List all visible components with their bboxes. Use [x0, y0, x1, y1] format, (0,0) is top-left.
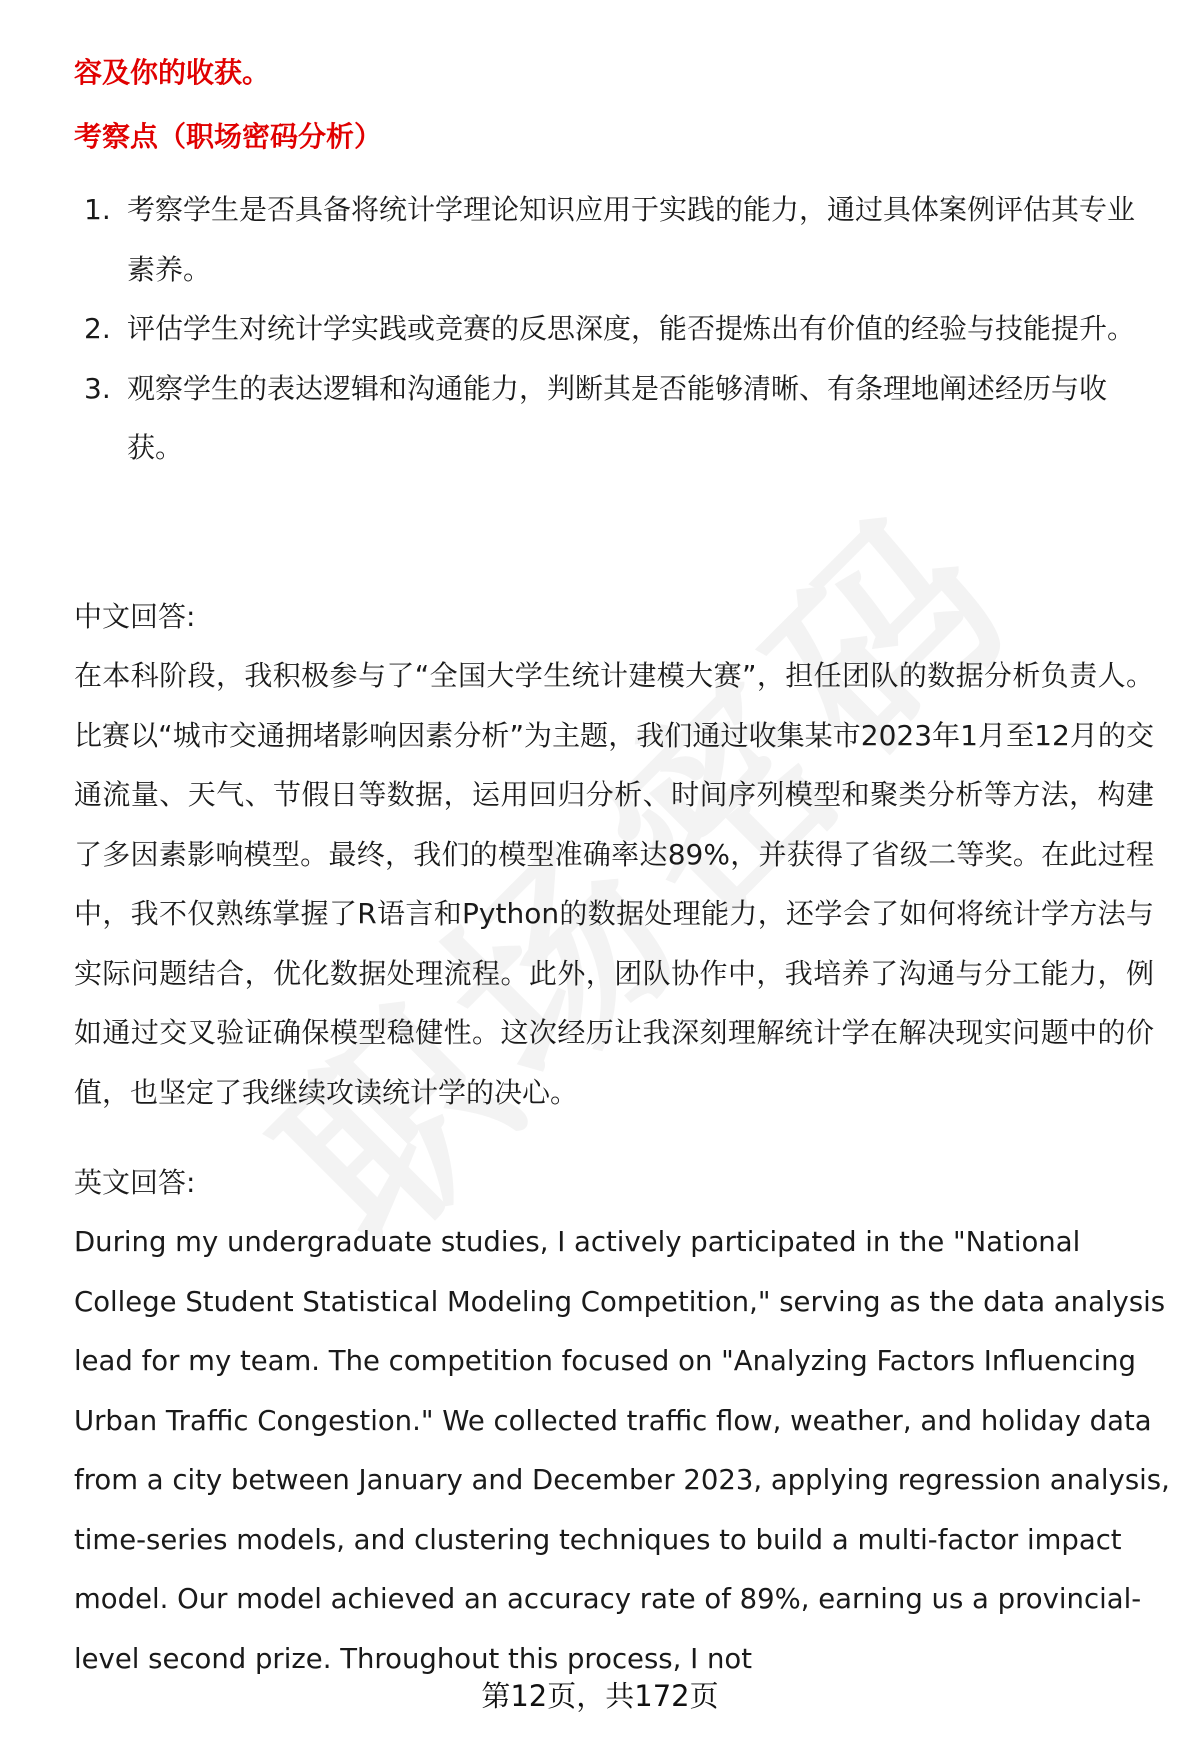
english-answer-text: During my undergraduate studies, I actively participated in the "National College Student Statistical Modeling Competition," serving as the data analysis lead for my team. The competition focused on "Analyzing Factors Influencing Urban Traffic Congestion." We collected traffic flow, weather, and holiday data from a city between January and December 2023, applying regression analysis, time-series models, and clustering techniques to build a multi-factor impact model. Our model achieved an accuracy rate of 89%, earning us a provincial-level second prize. Throughout this process, I not — [74, 1226, 1170, 1675]
chinese-answer-label: 中文回答: — [74, 600, 196, 633]
assessment-points-list — [74, 180, 1154, 478]
english-answer-label: 英文回答: — [74, 1166, 196, 1199]
continued-question-line: 容及你的收获。 — [74, 56, 271, 89]
list-number: 1. — [84, 193, 111, 226]
list-text: 观察学生的表达逻辑和沟通能力，判断其是否能够清晰、有条理地阐述经历与收获。 — [127, 371, 1108, 464]
list-number: 3. — [84, 371, 111, 405]
list-text: 评估学生对统计学实践或竞赛的反思深度，能否提炼出有价值的经验与技能提升。 — [127, 312, 1136, 345]
list-number: 2. — [84, 312, 111, 345]
list-text: 考察学生是否具备将统计学理论知识应用于实践的能力，通过具体案例评估其专业素养。 — [127, 193, 1136, 286]
chinese-answer-text: 在本科阶段，我积极参与了“全国大学生统计建模大赛”，担任团队的数据分析负责人。比赛以“城市交通拥堵影响因素分析”为主题，我们通过收集某市2023年1月至12月的交通流量、天气、节假日等数据，运用回归分析、时间序列模型和聚类分析等方法，构建了多因素影响模型。最终，我们的模型准确率达89%，并获得了省级二等奖。在此过程中，我不仅熟练掌握了R语言和Python的数据处理能力，还学会了如何将统计学方法与实际问题结合，优化数据处理流程。此外，团队协作中，我培养了沟通与分工能力，例如通过交叉验证确保模型稳健性。这次经历让我深刻理解统计学在解决现实问题中的价值，也坚定了我继续攻读统计学的决心。 — [74, 659, 1154, 1109]
section-title: 考察点（职场密码分析） — [74, 120, 383, 153]
list-item — [74, 299, 1154, 359]
list-item — [74, 180, 1154, 299]
list-item — [74, 359, 1154, 478]
page-number-footer: 第12页，共172页 — [481, 1679, 719, 1713]
